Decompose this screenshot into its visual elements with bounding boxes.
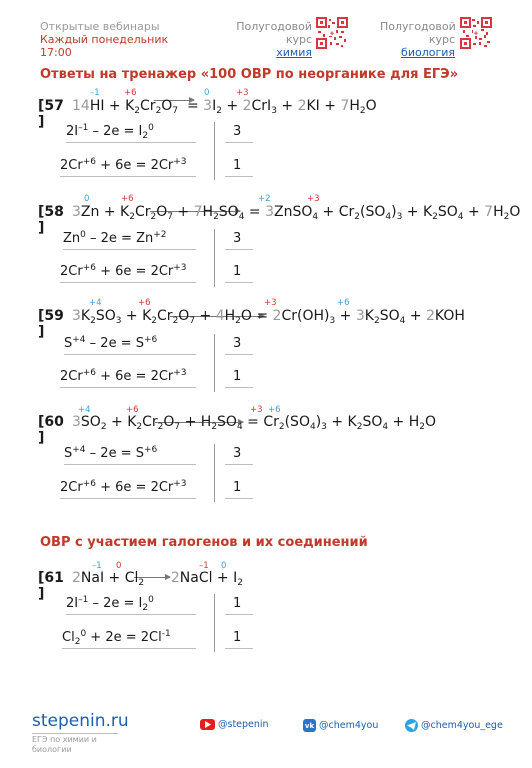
equation-57: [57 ] $14HI + K_2Cr_2O_7 = 3I_2 + 2CrI_3 + 2KI + 7H_2O$ xyxy=(38,98,377,130)
balance-divider xyxy=(214,444,215,502)
half-reaction-reduction: $2Cr^{+6} + 6e = 2Cr^{+3}$ xyxy=(60,480,187,495)
balance-divider xyxy=(214,594,215,652)
half-reaction-reduction: $2Cr^{+6} + 6e = 2Cr^{+3}$ xyxy=(60,264,187,279)
ox-state-cr-product: +3 xyxy=(236,88,249,98)
ox-state-cl-reactant: 0 xyxy=(116,561,122,571)
multiplier-oxidation: 3 xyxy=(233,124,242,139)
ox-state-cr-product: +3 xyxy=(307,194,320,204)
youtube-handle[interactable]: @stepenin xyxy=(218,719,269,730)
ox-state-zn-reactant: 0 xyxy=(84,194,90,204)
multiplier-reduction: 1 xyxy=(233,630,242,645)
footer-divider xyxy=(32,733,118,734)
balance-divider xyxy=(214,122,215,180)
qr-code-biology[interactable] xyxy=(460,17,492,49)
telegram-handle[interactable]: @chem4you_ege xyxy=(421,720,503,731)
vk-handle[interactable]: @chem4you xyxy=(319,720,379,731)
youtube-link[interactable] xyxy=(200,719,269,730)
balance-divider xyxy=(214,334,215,392)
half-reaction-reduction: $2Cr^{+6} + 6e = 2Cr^{+3}$ xyxy=(60,369,187,384)
half-reaction-reduction: $Cl_2^0 + 2e = 2Cl^{-1}$ xyxy=(62,630,171,645)
equation-60: [60 ] $3SO_2 + K_2Cr_2O_7 + H_2SO_4 = Cr_2(SO_4)_3 + K_2SO_4 + H_2O$ xyxy=(38,414,437,446)
multiplier-reduction: 1 xyxy=(233,158,242,173)
ox-state-s-reactant: +4 xyxy=(89,298,102,308)
balance-divider xyxy=(214,229,215,287)
vk-link[interactable] xyxy=(303,719,378,732)
course-chemistry: Полугодовой курс химия xyxy=(236,20,312,59)
equation-61: [61 ] $2NaI + Cl_2$ 2NaCl + $I_2$ xyxy=(38,570,243,602)
half-reaction-oxidation: $2I^{-1} - 2e = I_2^0$ xyxy=(66,124,154,139)
equation-58: [58 ] $3Zn + K_2Cr_2O_7 + 7H_2SO_4$ = 3ZnSO$_4$ + $Cr_2(SO_4)_3 + K_2SO_4 + 7H_2O$ xyxy=(38,204,521,236)
site-name[interactable]: stepenin.ru xyxy=(32,711,129,731)
chemistry-link[interactable]: химия xyxy=(276,46,312,59)
ox-state-cr-reactant: +6 xyxy=(126,405,139,415)
webinar-info xyxy=(40,20,168,59)
qr-code-chemistry[interactable] xyxy=(316,17,348,49)
multiplier-reduction: 1 xyxy=(233,264,242,279)
webinars-label: Открытые вебинары xyxy=(40,20,160,33)
ox-state-zn-product: +2 xyxy=(258,194,271,204)
ox-state-cl-product: –1 xyxy=(199,561,209,571)
half-reaction-oxidation: $2I^{-1} - 2e = I_2^0$ xyxy=(66,596,154,611)
half-reaction-reduction: $2Cr^{+6} + 6e = 2Cr^{+3}$ xyxy=(60,158,187,173)
ox-state-i-reactant: –1 xyxy=(90,88,100,98)
ox-state-cr-product: +3 xyxy=(264,298,277,308)
ox-state-i-product: 0 xyxy=(221,561,227,571)
ox-state-cr-reactant: +6 xyxy=(124,88,137,98)
multiplier-oxidation: 3 xyxy=(233,336,242,351)
ox-state-i-product: 0 xyxy=(204,88,210,98)
half-reaction-oxidation: $S^{+4} - 2e = S^{+6}$ xyxy=(64,446,157,461)
svg-text:✚: ✚ xyxy=(329,31,335,37)
half-reaction-oxidation: $Zn^0 - 2e = Zn^{+2}$ xyxy=(63,231,167,246)
telegram-icon xyxy=(405,719,418,732)
vk-icon: vk xyxy=(303,719,316,732)
svg-text:✚: ✚ xyxy=(473,31,479,37)
ox-state-cr-product: +3 xyxy=(250,405,263,415)
ox-state-cr-reactant: +6 xyxy=(121,194,134,204)
telegram-link[interactable] xyxy=(405,719,503,732)
multiplier-oxidation: 3 xyxy=(233,446,242,461)
ox-state-s-product: +6 xyxy=(268,405,281,415)
equation-59: [59 ] $3K_2SO_3 + K_2Cr_2O_7 + 4H_2O = 2Cr(OH)_3 + 3K_2SO_4 + 2KOH$ xyxy=(38,308,465,340)
course-biology: Полугодовой курс биология xyxy=(380,20,456,59)
multiplier-reduction: 1 xyxy=(233,480,242,495)
multiplier-oxidation: 3 xyxy=(233,231,242,246)
section-title-halogens: ОВР с участием галогенов и их соединений xyxy=(40,535,368,550)
ox-state-s-reactant: +4 xyxy=(78,405,91,415)
half-reaction-oxidation: $S^{+4} - 2e = S^{+6}$ xyxy=(64,336,157,351)
multiplier-reduction: 1 xyxy=(233,369,242,384)
time-label: 17:00 xyxy=(40,46,72,59)
ox-state-s-product: +6 xyxy=(337,298,350,308)
schedule-label: Каждый понедельник xyxy=(40,33,169,46)
section-title-answers: Ответы на тренажер «100 ОВР по неорганике для ЕГЭ» xyxy=(40,67,459,82)
site-tagline: ЕГЭ по химии и биологии xyxy=(32,735,97,754)
multiplier-oxidation: 1 xyxy=(233,596,242,611)
ox-state-cr-reactant: +6 xyxy=(138,298,151,308)
youtube-icon xyxy=(200,719,215,730)
ox-state-i-reactant: –1 xyxy=(92,561,102,571)
biology-link[interactable]: биология xyxy=(401,46,455,59)
